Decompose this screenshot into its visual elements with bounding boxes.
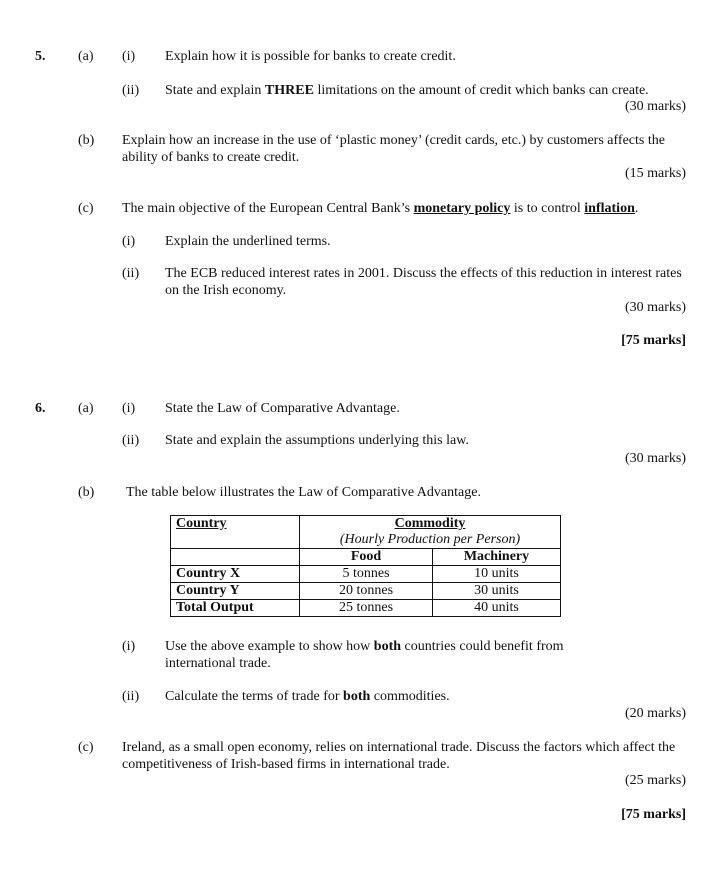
q6b-i-label: (i) — [122, 639, 136, 654]
header-commodity-subtitle: (Hourly Production per Person) — [300, 532, 561, 549]
term-monetary-policy: monetary policy — [413, 201, 511, 216]
q5c-i-label: (i) — [122, 234, 136, 249]
q6b-label: (b) — [78, 485, 95, 500]
q6a-label: (a) — [78, 401, 94, 416]
table-row: Total Output 25 tonnes 40 units — [171, 600, 561, 617]
q5c-text: The main objective of the European Central Bank’s monetary policy is to control inflation. — [122, 201, 639, 216]
header-country-spacer — [171, 549, 300, 566]
q5a-i-label: (i) — [122, 49, 136, 64]
q5b-text: Explain how an increase in the use of ‘plastic money’ (credit cards, etc.) by customers affects the ability of banks to create credit. — [122, 133, 665, 165]
q6b-ii-text: Calculate the terms of trade for both commodities. — [165, 689, 450, 704]
q5c-label: (c) — [78, 201, 94, 216]
table-row: Country X 5 tonnes 10 units — [171, 566, 561, 583]
q6b-intro: The table below illustrates the Law of Comparative Advantage. — [126, 485, 481, 500]
q6a-ii-label: (ii) — [122, 433, 140, 448]
q5a-ii-text: State and explain THREE limitations on the amount of credit which banks can create. — [165, 83, 649, 98]
question-6-number: 6. — [35, 401, 46, 416]
q6a-i-label: (i) — [122, 401, 136, 416]
q6b-ii-label: (ii) — [122, 689, 140, 704]
comparative-advantage-table — [170, 515, 561, 617]
q6c-text: Ireland, as a small open economy, relies on international trade. Discuss the factors which affect the competitiveness of Irish-based firms in international trade. — [122, 740, 676, 772]
q5-total-marks: [75 marks] — [621, 333, 686, 348]
header-country: Country — [171, 516, 300, 549]
table-row: Country Y 20 tonnes 30 units — [171, 583, 561, 600]
q5a-i-text: Explain how it is possible for banks to create credit. — [165, 49, 456, 64]
q6b-i-text: Use the above example to show how both countries could benefit from international trade. — [165, 639, 564, 671]
q6a-marks: (30 marks) — [624, 451, 686, 466]
q5c-i-text: Explain the underlined terms. — [165, 234, 331, 249]
question-5-number: 5. — [35, 49, 46, 64]
q5a-label: (a) — [78, 49, 94, 64]
q5c-ii-label: (ii) — [122, 266, 140, 281]
q5c-ii-text: The ECB reduced interest rates in 2001. Discuss the effects of this reduction in interest rates on the Irish economy. — [165, 266, 682, 298]
q6a-i-text: State the Law of Comparative Advantage. — [165, 401, 400, 416]
q6b-marks: (20 marks) — [624, 706, 686, 721]
q6a-ii-text: State and explain the assumptions underlying this law. — [165, 433, 469, 448]
term-inflation: inflation — [584, 201, 635, 216]
q5c-marks: (30 marks) — [624, 300, 686, 315]
q6c-label: (c) — [78, 740, 94, 755]
q5a-marks: (30 marks) — [624, 99, 686, 114]
q6-total-marks: [75 marks] — [621, 807, 686, 822]
header-machinery: Machinery — [433, 549, 561, 566]
q5b-label: (b) — [78, 133, 95, 148]
q5b-marks: (15 marks) — [624, 166, 686, 181]
q5a-ii-label: (ii) — [122, 83, 140, 98]
header-commodity: Commodity — [300, 516, 561, 533]
q6c-marks: (25 marks) — [624, 773, 686, 788]
header-food: Food — [300, 549, 433, 566]
